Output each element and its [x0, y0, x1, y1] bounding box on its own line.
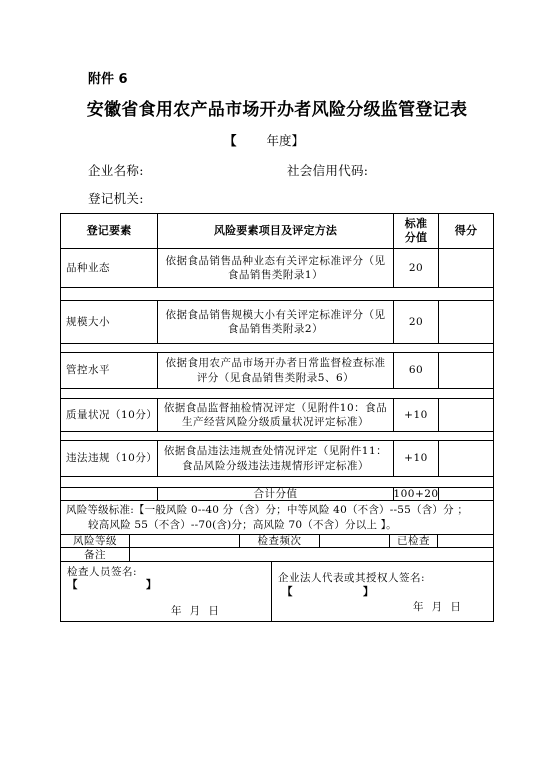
- inspector-bracket-open: 【: [67, 579, 78, 591]
- row-element: 规模大小: [61, 301, 158, 343]
- row-score-blank: [439, 301, 494, 343]
- inspection-frequency-label: 检查频次: [240, 535, 320, 547]
- spacer-cell: [61, 432, 494, 440]
- spacer-cell: [61, 344, 494, 352]
- remarks-label: 备注: [61, 548, 130, 561]
- spacer-row: [61, 344, 494, 353]
- row-method: 依据食用农产品市场开办者日常监督检查标准 评分（见食品销售类附录5、6）: [158, 353, 394, 388]
- inspection-frequency-blank: [320, 535, 390, 547]
- spacer-cell: [61, 288, 494, 300]
- row-standard-score: 20: [394, 249, 439, 287]
- risk-standard-line: 风险等级标准:【一般风险 0--40 分（含）分；中等风险 40（不含）--55（含）分 ；: [66, 504, 469, 516]
- inspector-bracket-close: 】: [146, 579, 157, 591]
- table-row: [61, 399, 494, 432]
- document-title: 安徽省食用农产品市场开办者风险分级监管登记表: [86, 100, 468, 120]
- table-row: [61, 441, 494, 477]
- checked-blank: [438, 535, 494, 547]
- attachment-label: 附件 6: [88, 72, 128, 87]
- risk-standard-line: 较高风险 55（不含）--70(含)分；高风险 70（不含）分以上 】。: [88, 518, 397, 531]
- row-score-blank: [439, 399, 494, 431]
- risk-level-value-blank: [130, 535, 240, 547]
- header-standard-score: 标准 分值: [394, 214, 439, 248]
- row-score-blank: [439, 353, 494, 388]
- total-score-blank: [439, 488, 494, 500]
- legal-rep-signature-label: 企业法人代表或其授权人签名:: [278, 572, 426, 584]
- year-bracket-open: 【: [224, 133, 237, 148]
- remarks-blank: [130, 548, 494, 561]
- row-standard-score: 20: [394, 301, 439, 343]
- legal-rep-date: 年 月 日: [413, 601, 462, 613]
- year-line: [224, 133, 304, 149]
- spacer-row: [61, 389, 494, 399]
- spacer-row: [61, 477, 494, 488]
- total-value: 100+20: [393, 488, 439, 500]
- total-label: 合计分值: [158, 488, 394, 500]
- table-row: [61, 249, 494, 288]
- registration-table: [60, 213, 494, 622]
- table-row: [61, 301, 494, 344]
- table-header-row: [61, 214, 494, 249]
- row-standard-score: +10: [394, 399, 439, 431]
- row-score-blank: [439, 249, 494, 287]
- checked-label: 已检查: [390, 535, 438, 547]
- total-blank-cell: [61, 488, 158, 500]
- remarks-row: [61, 548, 494, 562]
- risk-standard-text: [61, 501, 494, 534]
- spacer-row: [61, 432, 494, 441]
- total-row: [61, 488, 494, 501]
- table-row: [61, 353, 494, 389]
- credit-code-label: 社会信用代码:: [287, 163, 369, 178]
- risk-standard-row: [61, 501, 494, 535]
- row-method: 依据食品销售品种业态有关评定标准评分（见 食品销售类附录1）: [158, 249, 394, 287]
- row-method: 依据食品违法违规查处情况评定（见附件11： 食品风险分级违法违规情形评定标准）: [158, 441, 394, 476]
- row-element: 品种业态: [61, 249, 158, 287]
- row-standard-score: +10: [394, 441, 439, 476]
- row-method: 依据食品监督抽检情况评定（见附件10：食品 生产经营风险分级质量状况评定标准）: [158, 399, 394, 431]
- inspector-signature-label: 检查人员签名:: [67, 566, 138, 578]
- row-element: 管控水平: [61, 353, 158, 388]
- registration-authority-label: 登记机关:: [88, 191, 144, 206]
- year-suffix: 年度】: [266, 133, 305, 148]
- spacer-row: [61, 288, 494, 301]
- spacer-cell: [61, 389, 494, 398]
- row-standard-score: 60: [394, 353, 439, 388]
- inspector-date: 年 月 日: [171, 605, 220, 617]
- legal-rep-bracket-open: 【: [282, 586, 293, 598]
- spacer-cell: [61, 477, 494, 487]
- header-method: 风险要素项目及评定方法: [158, 214, 394, 248]
- row-method: 依据食品销售规模大小有关评定标准评分（见 食品销售类附录2）: [158, 301, 394, 343]
- signature-row: [61, 562, 494, 622]
- row-element: 质量状况（10分）: [61, 399, 158, 431]
- legal-rep-signature-cell: [272, 562, 494, 621]
- risk-level-row: [61, 535, 494, 548]
- row-element: 违法违规（10分）: [61, 441, 158, 476]
- header-score: 得分: [439, 214, 494, 248]
- header-element: 登记要素: [61, 214, 158, 248]
- legal-rep-bracket-close: 】: [363, 586, 374, 598]
- risk-level-label: 风险等级: [61, 535, 130, 547]
- company-name-label: 企业名称:: [88, 163, 144, 178]
- inspector-signature-cell: [61, 562, 272, 621]
- row-score-blank: [439, 441, 494, 476]
